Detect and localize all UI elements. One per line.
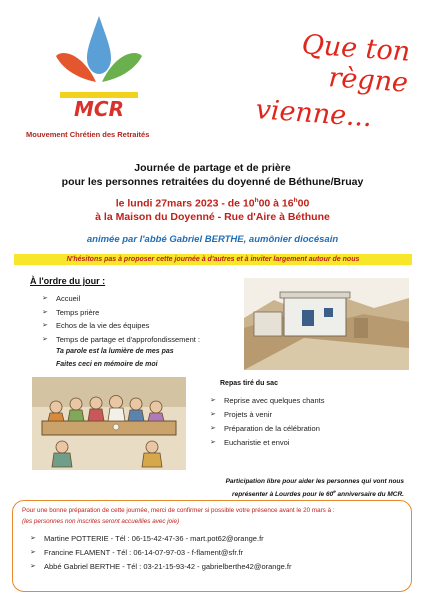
contact-item: ➢ Francine FLAMENT - Tél : 06-14-07-97-03 - f-flament@sfr.fr <box>30 548 244 557</box>
list-item: ➢ Préparation de la célébration <box>210 424 320 433</box>
last-supper-illustration <box>32 377 186 470</box>
bullet-icon: ➢ <box>210 397 216 404</box>
bullet-icon: ➢ <box>42 322 48 329</box>
contact-box-note: (les personnes non inscrites seront accueillies avec joie) <box>22 518 180 525</box>
date-h1: h <box>254 197 259 204</box>
list-item: ➢ Eucharistie et envoi <box>210 438 290 447</box>
list-item: ➢ Accueil <box>42 294 81 303</box>
participation-note <box>178 477 404 500</box>
slogan-line-2: vienne... <box>254 94 373 134</box>
bullet-icon: ➢ <box>42 308 48 316</box>
participation-line-1: Participation libre pour aider les personnes qui vont nous <box>225 478 404 485</box>
list-item: ➢ Reprise avec quelques chants <box>210 396 325 405</box>
contact-box-intro: Pour une bonne préparation de cette journée, merci de confirmer si possible votre présence avant le 20 mars à : <box>22 507 335 514</box>
slogan <box>209 23 415 136</box>
agenda-list <box>42 294 200 348</box>
village-illustration <box>244 278 409 370</box>
contact-list <box>30 534 291 576</box>
bullet-icon: ➢ <box>30 563 36 570</box>
mcr-logo <box>54 12 144 122</box>
agenda-title: À l'ordre du jour : <box>30 276 106 286</box>
list-item: ➢ Temps prière <box>42 307 100 317</box>
event-place: à la Maison du Doyenné - Rue d'Aire à Béthune <box>95 211 330 223</box>
invitation-banner: N'hésitons pas à proposer cette journée à d'autres et à inviter largement autour de nous <box>14 254 412 265</box>
contact-item: ➢ Martine POTTERIE - Tél : 06-15-42-47-36 - mart.pot62@orange.fr <box>30 534 264 543</box>
event-date <box>0 197 425 210</box>
bullet-icon: ➢ <box>210 425 216 432</box>
date-suffix: 00 <box>297 197 310 210</box>
bullet-icon: ➢ <box>42 295 48 302</box>
bullet-icon: ➢ <box>30 549 36 556</box>
bullet-icon: ➢ <box>210 411 216 418</box>
bullet-icon: ➢ <box>210 439 216 446</box>
drop-shape <box>87 16 111 74</box>
bullet-icon: ➢ <box>30 535 36 542</box>
repas-title: Repas tiré du sac <box>220 380 278 387</box>
slogan-line-1: Que ton règne <box>300 29 412 99</box>
title-line-1: Journée de partage et de prière <box>134 162 291 174</box>
list-item: ➢ Temps de partage et d'approfondissement : <box>42 334 201 344</box>
agenda-subtheme-1: Ta parole est la lumière de mes pas <box>56 348 174 355</box>
contact-item: ➢ Abbé Gabriel BERTHE - Tél : 03-21-15-93-42 - gabrielberthe42@orange.fr <box>30 562 292 571</box>
list-item: ➢ Projets à venir <box>210 410 272 419</box>
date-h2: h <box>293 197 298 204</box>
participation-line-2: représenter à Lourdes pour le 60e anniversaire du MCR. <box>232 489 404 499</box>
list-item: ➢ Echos de la vie des équipes <box>42 321 150 330</box>
repas-list <box>210 396 324 452</box>
date-mid: 00 à 16 <box>258 197 294 210</box>
title-line-2: pour les personnes retraitées du doyenné de Béthune/Bruay <box>61 176 364 188</box>
bullet-icon: ➢ <box>42 335 48 343</box>
org-name: Mouvement Chrétien des Retraités <box>26 130 150 139</box>
date-prefix: le lundi 27mars 2023 - de 10 <box>115 197 255 210</box>
logo-text: MCR <box>74 97 124 121</box>
animee-par: animée par l'abbé Gabriel BERTHE, aumônier diocésain <box>86 234 339 245</box>
agenda-subtheme-2: Faites ceci en mémoire de moi <box>56 361 158 368</box>
